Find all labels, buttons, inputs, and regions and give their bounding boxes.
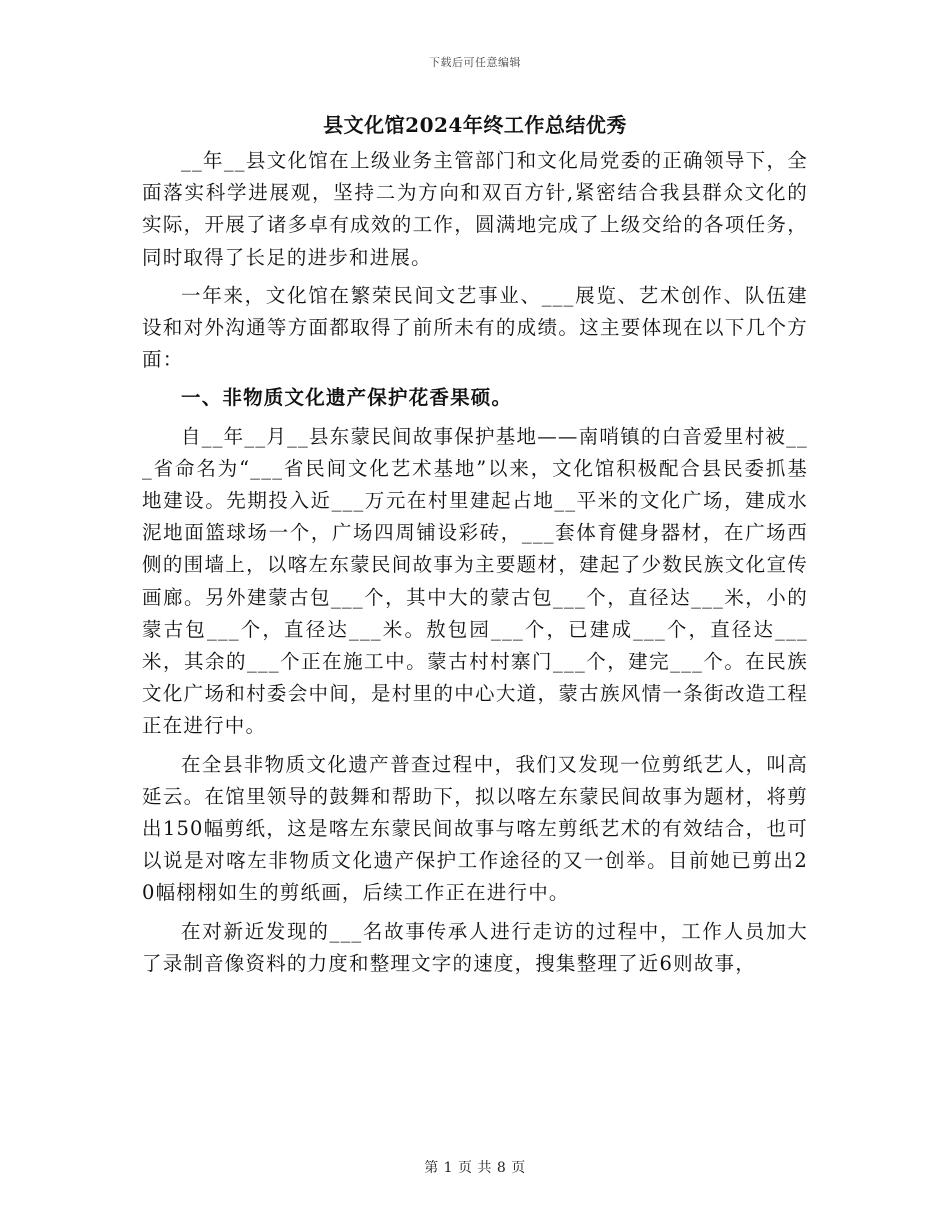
- paragraph-base-construction: 自__年__月__县东蒙民间故事保护基地——南哨镇的白音爱里村被___省命名为“___省民间文化艺术基地”以来，文化馆积极配合县民委抓基地建设。先期投入近___万元在村里建起占地__平米的文化广场，建成水泥地面篮球场一个，广场四周铺设彩砖，___套体育健身器材，在广场西侧的围墙上，以喀左东蒙民间故事为主要题材，建起了少数民族文化宣传画廊。另外建蒙古包___个，其中大的蒙古包___个，直径达___米，小的蒙古包___个，直径达___米。敖包园___个，已建成___个，直径达___米，其余的___个正在施工中。蒙古村村寨门___个，建完___个。在民族文化广场和村委会中间，是村里的中心大道，蒙古族风情一条街改造工程正在进行中。: [142, 424, 808, 738]
- page-footer: 第 1 页 共 8 页: [424, 1160, 526, 1176]
- paragraph-story-inheritors: 在对新近发现的___名故事传承人进行走访的过程中，工作人员加大了录制音像资料的力度和整理文字的速度，搜集整理了近6则故事，: [142, 919, 808, 975]
- header-note: 下载后可任意编辑: [429, 56, 521, 69]
- paragraph-paper-cutting: 在全县非物质文化遗产普查过程中，我们又发现一位剪纸艺人，叫高延云。在馆里领导的鼓舞和帮助下，拟以喀左东蒙民间故事为题材，将剪出150幅剪纸，这是喀左东蒙民间故事与喀左剪纸艺术的有效结合，也可以说是对喀左非物质文化遗产保护工作途径的又一创举。目前她已剪出20幅栩栩如生的剪纸画，后续工作正在进行中。: [142, 752, 808, 905]
- section-heading: 一、非物质文化遗产保护花香果硕。: [181, 386, 513, 410]
- paragraph-intro: __年__县文化馆在上级业务主管部门和文化局党委的正确领导下，全面落实科学进展观，坚持二为方向和双百方针,紧密结合我县群众文化的实际，开展了诸多卓有成效的工作，圆满地完成了上级交给的各项任务，同时取得了长足的进步和进展。: [142, 149, 808, 269]
- document-title: 县文化馆2024年终工作总结优秀: [323, 113, 627, 137]
- paragraph-overview: 一年来，文化馆在繁荣民间文艺事业、___展览、艺术创作、队伍建设和对外沟通等方面都取得了前所未有的成绩。这主要体现在以下几个方面：: [142, 283, 808, 372]
- document-body: [142, 110, 808, 986]
